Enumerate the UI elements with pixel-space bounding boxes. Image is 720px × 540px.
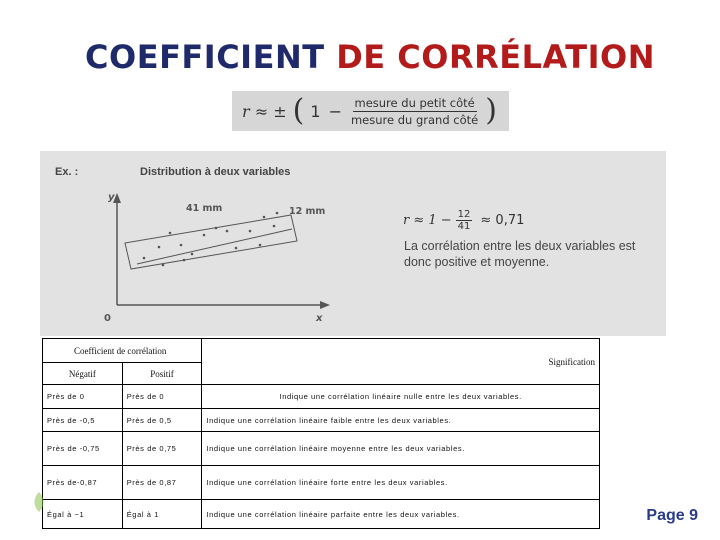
example-numerator: 12 [457,209,471,220]
cell-negative: Près de -0,5 [43,409,123,432]
data-point [276,212,279,215]
general-formula [232,91,509,131]
title-part-2: DE CORRÉLATION [336,38,655,76]
leaf-icon [31,490,47,514]
page-number: Page 9 [646,507,698,524]
cell-positive: Près de 0,5 [122,409,202,432]
data-point [249,230,252,233]
long-side-label: 41 mm [186,203,223,214]
data-point [259,244,262,247]
x-axis-label: x [316,313,323,324]
cell-negative: Près de 0 [43,385,123,409]
cell-meaning: Indique une corrélation linéaire parfaite entre les deux variables. [202,500,600,529]
cell-positive: Près de 0,75 [122,432,202,466]
data-point [273,225,276,228]
title-part-1: COEFFICIENT [85,38,325,76]
cell-meaning: Indique une corrélation linéaire faible entre les deux variables. [202,409,600,432]
x-axis-arrow [320,301,330,309]
data-point [263,216,266,219]
data-point [215,227,218,230]
data-point [235,247,238,250]
formula-denominator: mesure du grand côté [350,112,479,127]
right-paren: ) [485,93,497,128]
table-row [43,409,600,432]
header-meaning: Signification [202,339,600,385]
example-conclusion: La corrélation entre les deux variables est donc positive et moyenne. [404,239,636,269]
data-point [180,244,183,247]
left-paren: ( [292,93,305,128]
origin-label: 0 [104,313,111,324]
cell-positive: Près de 0 [122,385,202,409]
data-point [143,257,146,260]
data-point [158,246,161,249]
example-fraction [456,209,473,232]
cell-meaning: Indique une corrélation linéaire forte entre les deux variables. [202,466,600,500]
data-point [226,230,229,233]
table-row [43,500,600,529]
trend-line [137,229,292,264]
example-result: ≈ 0,71 [480,213,525,228]
y-axis-label: y [108,192,115,203]
formula-minus: − [328,101,342,121]
cell-positive: Égal à 1 [122,500,202,529]
header-negative: Négatif [43,363,123,385]
example-panel [40,151,666,336]
example-formula-lhs: r ≈ 1 − [403,213,452,228]
example-denominator: 41 [457,221,471,232]
header-positive: Positif [122,363,202,385]
formula-lhs: r ≈ ± [242,101,287,121]
cell-positive: Près de 0,87 [122,466,202,500]
example-heading: Distribution à deux variables [140,166,291,178]
cell-meaning: Indique une corrélation linéaire moyenne entre les deux variables. [202,432,600,466]
slide-title [0,38,720,76]
correlation-table [42,338,600,529]
data-point [169,232,172,235]
data-point [183,259,186,262]
scatter-diagram [40,151,370,336]
table-row [43,385,600,409]
example-formula [403,209,528,232]
cell-meaning: Indique une corrélation linéaire nulle entre les deux variables. [202,385,600,409]
header-coefficient: Coefficient de corrélation [43,339,202,363]
table-row [43,432,600,466]
data-point [203,234,206,237]
formula-fraction [349,96,480,127]
cell-negative: Près de -0,75 [43,432,123,466]
cell-negative: Près de-0,87 [43,466,123,500]
data-point [162,264,165,267]
table-row [43,466,600,500]
short-side-label: 12 mm [289,206,326,217]
formula-numerator: mesure du petit côté [354,95,475,110]
formula-one: 1 [310,101,321,121]
data-point [191,253,194,256]
example-label: Ex. : [55,166,79,178]
cell-negative: Égal à −1 [43,500,123,529]
